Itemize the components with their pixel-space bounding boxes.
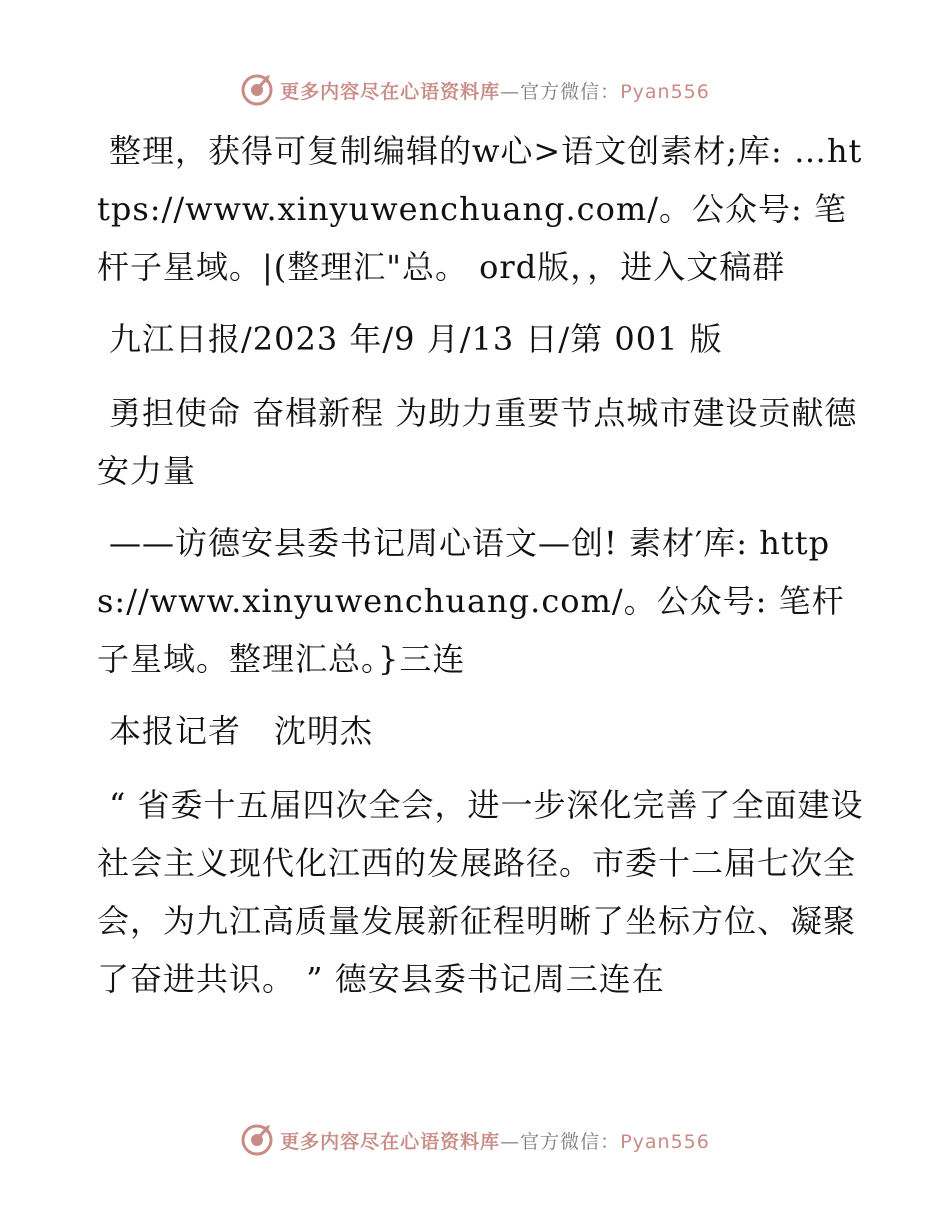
watermark-main-text: 更多内容尽在心语资料库 bbox=[280, 80, 501, 103]
watermark-official-label: 官方微信： bbox=[520, 80, 621, 103]
watermark-main-text: 更多内容尽在心语资料库 bbox=[280, 1130, 501, 1153]
article-headline: 勇担使命 奋楫新程 为助力重要节点城市建设贡献德安力量 bbox=[97, 394, 858, 490]
watermark-dash: — bbox=[500, 80, 521, 103]
watermark-account-id: Pyan556 bbox=[620, 80, 710, 103]
footer-watermark bbox=[0, 1120, 950, 1160]
intro-paragraph: 整理，获得可复制编辑的w心>语文创素材;库: …https://www.xinyuwenchuang.com/。公众号: 笔杆子星域。|(整理汇"总。 ord版，，进入文稿群 bbox=[97, 132, 863, 286]
byline: 本报记者 沈明杰 bbox=[109, 712, 374, 750]
pen-logo-icon bbox=[240, 73, 274, 107]
pen-logo-icon bbox=[240, 1123, 274, 1157]
publication-line: 九江日报/2023 年/9 月/13 日/第 001 版 bbox=[109, 320, 723, 358]
body-paragraph: “ 省委十五届四次全会，进一步深化完善了全面建设社会主义现代化江西的发展路径。市委十二届七次全会，为九江高质量发展新征程明晰了坐标方位、凝聚了奋进共识。 ” 德安县委书记周三连在 bbox=[97, 786, 864, 998]
header-watermark bbox=[0, 70, 950, 110]
article-subheadline: ——访德安县委书记周心语文—创! 素材′库: https://www.xinyuwenchuang.com/。公众号: 笔杆子星域。整理汇总。}三连 bbox=[97, 524, 845, 678]
watermark-dash: — bbox=[500, 1130, 521, 1153]
watermark-official-label: 官方微信： bbox=[520, 1130, 621, 1153]
watermark-account-id: Pyan556 bbox=[620, 1130, 710, 1153]
document-body bbox=[97, 122, 867, 1022]
